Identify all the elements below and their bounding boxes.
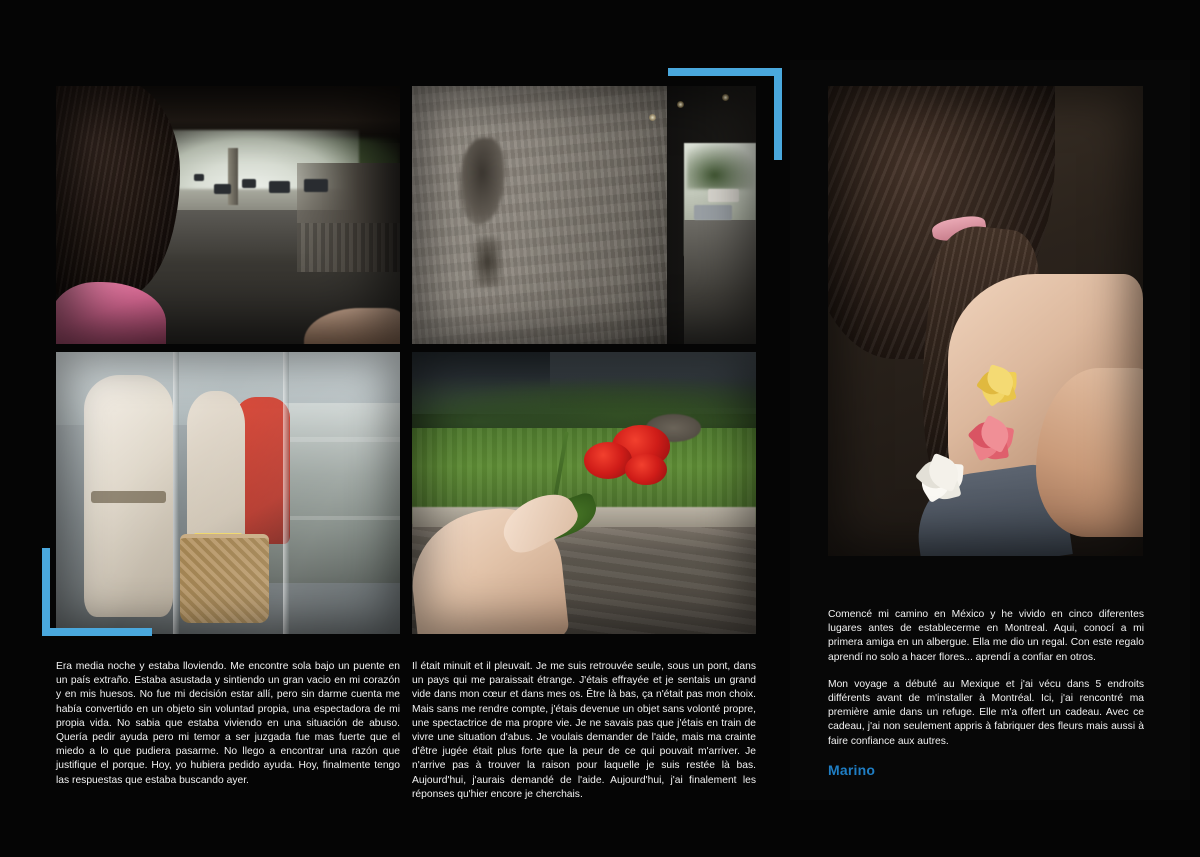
- author-signature: Marino: [828, 762, 876, 778]
- photo-woman-under-bridge: [56, 86, 400, 344]
- corner-bracket-top-right: [668, 68, 782, 160]
- photo-hand-holding-rose: [412, 352, 756, 634]
- french-paragraph-1: Il était minuit et il pleuvait. Je me suis retrouvée seule, sous un pont, dans un pays qui me paraissait étrange. J'étais effrayée et je sentais un grand vide dans mon cœur et dans mes os. Être là bas, ça n'était pas mon choix. Mais sans me rendre compte, j'étais devenue un objet sans volonté propre, une spectactrice de ma propre vie. Je ne savais pas que j'étais en train de vivre une situation d'abus. Je voulais demander de l'aide, mais ma crainte d'être jugée était plus forte que la peur de ce qui pouvait m'arriver. Je n'arrive pas à trouver la raison pour laquelle je suis restée là bas. Aujourd'hui, j'aurais demandé de l'aide. Aujourd'hui, j'ai finalement les réponses qu'hier encore je cherchais.: [412, 661, 756, 800]
- right-paragraph-fr: Mon voyage a débuté au Mexique et j'ai vécu dans 5 endroits différents avant de m'installer à Montréal. Ici, j'ai rencontré ma première amie dans un refuge. Elle m'a offert un cadeau. Avec ce cadeau, j'ai non seulement appris à fabriquer des fleurs mais aussi à faire confiance aux autres.: [828, 678, 1144, 747]
- spanish-story-column: [56, 660, 400, 801]
- french-story-column: [412, 660, 756, 815]
- spanish-paragraph-1: Era media noche y estaba lloviendo. Me encontre sola bajo un puente en un país extraño. Estaba asustada y sintiendo un gran vacio en mi corazón y en mis huesos. No fue mi decisión estar allí, pero sin darme cuenta me había convertido en un objeto sin voluntad propia, una espectadora de mi propia vida. No sabia que estaba viviendo en una situación de abuso. Quería pedir ayuda pero mi temor a ser juzgada fue mas fuerte que el miedo a lo que pudiera pasarme. No llego a encontrar una razón que justifique el porque. Hoy, yo hubiera pedido ayuda. Hoy, finalmente tengo las respuestas que estaba buscando ayer.: [56, 661, 400, 786]
- right-paragraph-es: Comencé mi camino en México y he vivido en cinco diferentes lugares antes de establecerme en Montreal. Aqui, conocí a mi primera amiga en un albergue. Ella me dio un regal. Con este regalo aprendí no solo a hacer flores... aprendí a confiar en otros.: [828, 609, 1144, 663]
- right-story-column: [828, 608, 1144, 762]
- corner-bracket-bottom-left: [42, 548, 152, 636]
- photo-neck-paper-flowers: [828, 86, 1143, 556]
